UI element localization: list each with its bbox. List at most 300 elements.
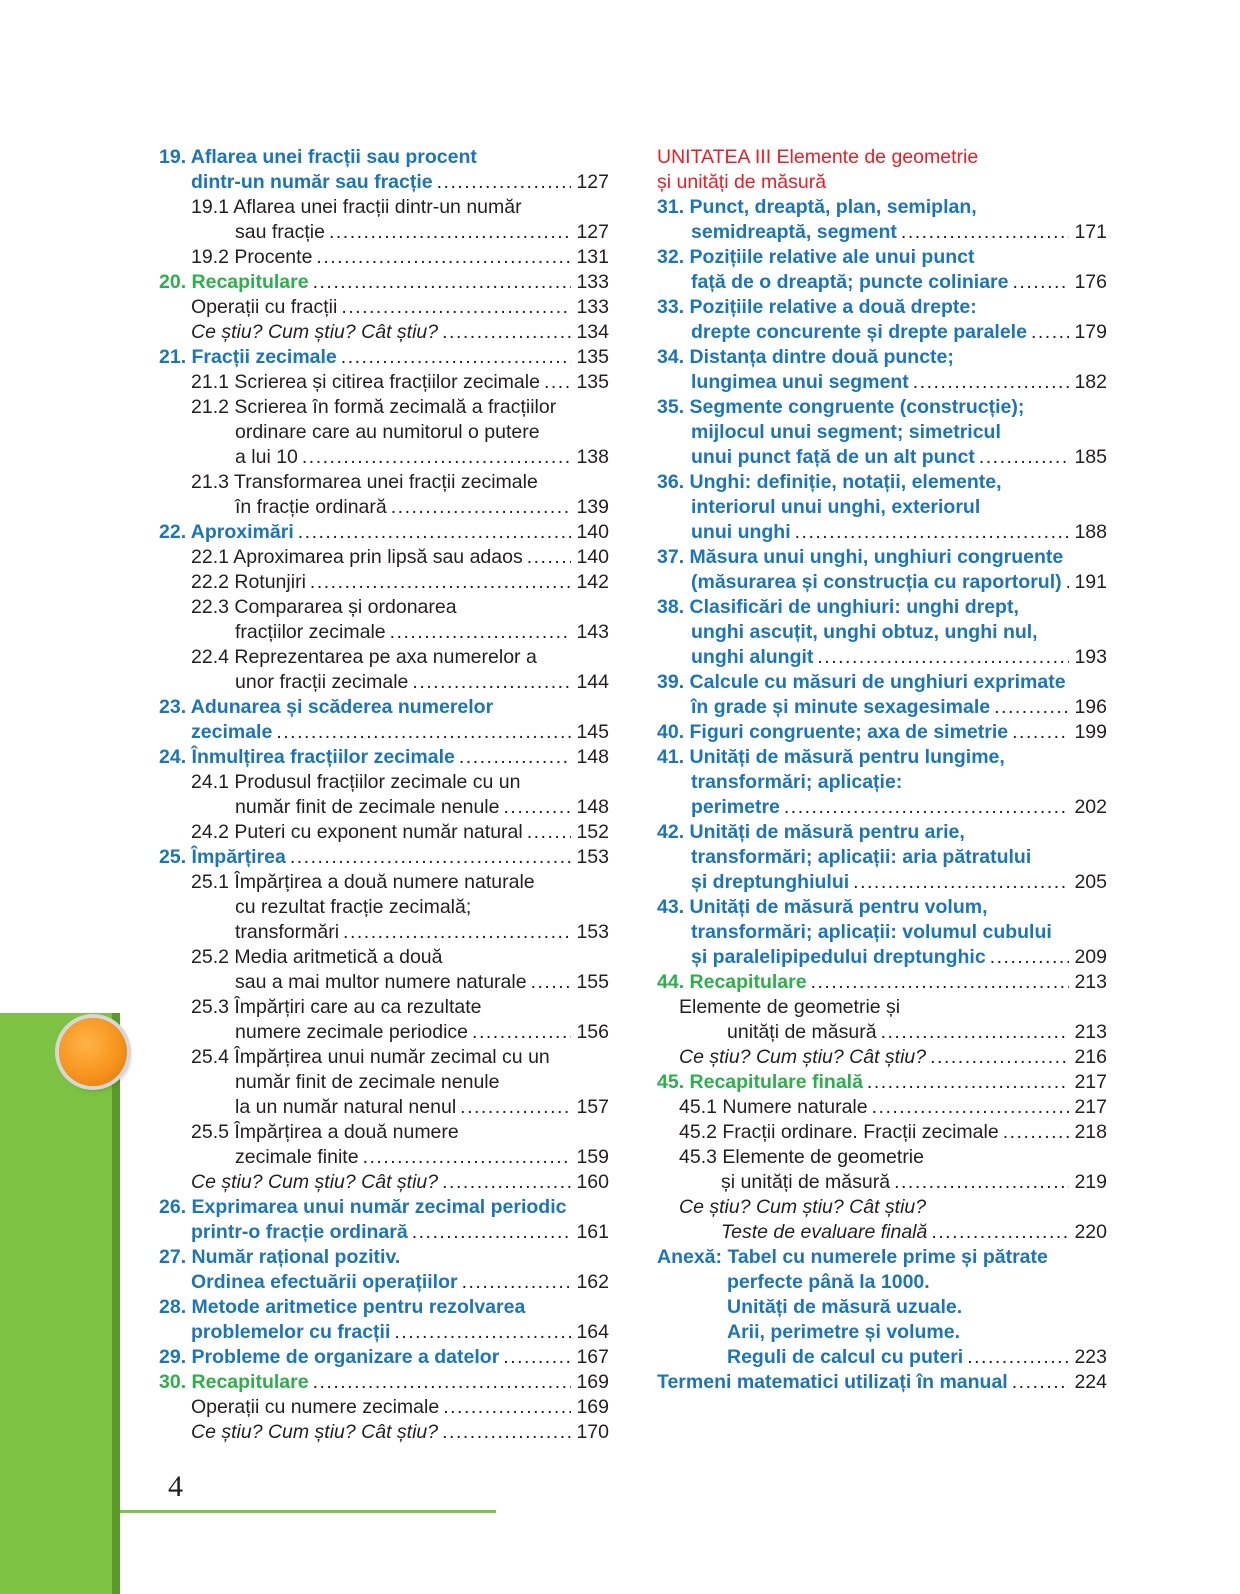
toc-entry-page: 223 xyxy=(1074,1346,1107,1368)
toc-entry xyxy=(657,995,1107,1020)
toc-entry-page: 153 xyxy=(576,921,609,943)
toc-entry xyxy=(657,1120,1107,1145)
toc-entry xyxy=(657,1345,1107,1370)
toc-entry xyxy=(159,1170,609,1195)
toc-dot-leader xyxy=(795,520,1069,545)
toc-entry-title: 25.4 Împărțirea unui număr zecimal cu un xyxy=(191,1046,550,1068)
toc-entry-title: Elemente de geometrie și xyxy=(679,996,901,1018)
toc-dot-leader xyxy=(994,695,1069,720)
toc-entry-title: 19.2 Procente xyxy=(191,246,313,268)
toc-entry-page: 209 xyxy=(1074,946,1107,968)
toc-entry-title: Ce știu? Cum știu? Cât știu? xyxy=(679,1196,927,1218)
toc-entry-title: perfecte până la 1000. xyxy=(727,1271,930,1293)
toc-entry xyxy=(657,345,1107,370)
toc-entry-title: la un număr natural nenul xyxy=(235,1096,457,1118)
toc-entry-title: sau fracție xyxy=(235,221,325,243)
toc-entry-page: 218 xyxy=(1074,1121,1107,1143)
toc-entry xyxy=(657,1195,1107,1220)
toc-entry xyxy=(657,820,1107,845)
toc-entry xyxy=(657,970,1107,995)
toc-entry-page: 191 xyxy=(1074,571,1107,593)
toc-dot-leader xyxy=(527,545,571,570)
toc-entry-title: 22. Aproximări xyxy=(159,521,294,543)
toc-dot-leader xyxy=(437,170,571,195)
toc-dot-leader xyxy=(1031,320,1069,345)
toc-entry-page: 213 xyxy=(1074,971,1107,993)
toc-left-column xyxy=(159,145,609,1445)
toc-entry-title: Ce știu? Cum știu? Cât știu? xyxy=(191,321,439,343)
toc-entry-title: și unități de măsură xyxy=(721,1171,891,1193)
toc-entry xyxy=(657,1270,1107,1295)
toc-entry xyxy=(159,1095,609,1120)
toc-entry xyxy=(159,895,609,920)
toc-dot-leader xyxy=(316,245,571,270)
toc-entry xyxy=(159,1270,609,1295)
toc-dot-leader xyxy=(298,520,571,545)
toc-dot-leader xyxy=(894,1170,1069,1195)
toc-entry-title: 22.3 Compararea și ordonarea xyxy=(191,596,457,618)
toc-dot-leader xyxy=(979,445,1069,470)
toc-entry xyxy=(657,620,1107,645)
toc-dot-leader xyxy=(394,1320,571,1345)
toc-entry xyxy=(657,1320,1107,1345)
toc-entry xyxy=(159,495,609,520)
toc-entry-page: 162 xyxy=(576,1271,609,1293)
toc-entry xyxy=(159,1195,609,1220)
toc-entry xyxy=(159,845,609,870)
toc-entry-page: 152 xyxy=(576,821,609,843)
toc-entry-title: 19.1 Aflarea unei fracții dintr-un număr xyxy=(191,196,522,218)
toc-entry xyxy=(657,920,1107,945)
toc-entry-page: 135 xyxy=(576,371,609,393)
toc-entry xyxy=(657,720,1107,745)
toc-entry xyxy=(159,745,609,770)
toc-entry-title: fracțiilor zecimale xyxy=(235,621,386,643)
toc-entry xyxy=(657,1145,1107,1170)
toc-entry xyxy=(159,1145,609,1170)
toc-entry xyxy=(159,770,609,795)
toc-entry-title: 28. Metode aritmetice pentru rezolvarea xyxy=(159,1296,526,1318)
toc-entry xyxy=(657,270,1107,295)
toc-entry-title: transformări; aplicații: aria pătratului xyxy=(691,846,1032,868)
toc-entry xyxy=(159,720,609,745)
toc-entry-title: 30. Recapitulare xyxy=(159,1371,309,1393)
toc-entry-page: 140 xyxy=(576,521,609,543)
toc-entry-title: 32. Pozițiile relative ale unui punct xyxy=(657,246,975,268)
toc-entry-title: 29. Probleme de organizare a datelor xyxy=(159,1346,500,1368)
toc-dot-leader xyxy=(443,1395,571,1420)
toc-entry-title: Operații cu fracții xyxy=(191,296,338,318)
toc-entry-page: 127 xyxy=(576,171,609,193)
toc-entry xyxy=(657,395,1107,420)
toc-entry-page: 169 xyxy=(576,1396,609,1418)
toc-entry-title: 24.1 Produsul fracțiilor zecimale cu un xyxy=(191,771,521,793)
toc-entry xyxy=(159,795,609,820)
toc-entry-title: numere zecimale periodice xyxy=(235,1021,469,1043)
toc-entry-page: 216 xyxy=(1074,1046,1107,1068)
toc-entry-title: 25. Împărțirea xyxy=(159,846,286,868)
toc-entry-title: transformări; aplicație: xyxy=(691,771,903,793)
toc-entry xyxy=(159,1345,609,1370)
toc-entry-page: 179 xyxy=(1074,321,1107,343)
toc-entry xyxy=(657,1070,1107,1095)
toc-entry xyxy=(159,645,609,670)
toc-entry-title: 25.5 Împărțirea a două numere xyxy=(191,1121,459,1143)
toc-entry-title: 21.1 Scrierea și citirea fracțiilor zecimale xyxy=(191,371,540,393)
toc-entry xyxy=(657,670,1107,695)
toc-entry-title: 41. Unități de măsură pentru lungime, xyxy=(657,746,1005,768)
toc-entry xyxy=(657,520,1107,545)
toc-entry xyxy=(657,420,1107,445)
toc-entry-title: lungimea unui segment xyxy=(691,371,909,393)
toc-entry xyxy=(159,1395,609,1420)
toc-entry xyxy=(657,870,1107,895)
toc-entry-title: Teste de evaluare finală xyxy=(721,1221,928,1243)
toc-entry xyxy=(159,245,609,270)
toc-entry-title: 35. Segmente congruente (construcție); xyxy=(657,396,1025,418)
toc-entry xyxy=(159,1295,609,1320)
toc-entry-page: 134 xyxy=(576,321,609,343)
toc-entry xyxy=(159,1020,609,1045)
toc-entry-page: 169 xyxy=(576,1371,609,1393)
toc-entry xyxy=(657,145,1107,170)
toc-entry xyxy=(657,370,1107,395)
toc-entry xyxy=(159,870,609,895)
toc-entry-title: unui punct față de un alt punct xyxy=(691,446,975,468)
toc-entry-page: 144 xyxy=(576,671,609,693)
toc-entry-title: număr finit de zecimale nenule xyxy=(235,1071,500,1093)
toc-entry xyxy=(657,1220,1107,1245)
toc-dot-leader xyxy=(459,745,571,770)
toc-entry-title: zecimale finite xyxy=(235,1146,359,1168)
toc-entry-page: 170 xyxy=(576,1421,609,1443)
toc-dot-leader xyxy=(363,1145,571,1170)
toc-entry-page: 213 xyxy=(1074,1021,1107,1043)
toc-entry-title: 19. Aflarea unei fracții sau procent xyxy=(159,146,477,168)
toc-entry-title: față de o dreaptă; puncte coliniare xyxy=(691,271,1009,293)
toc-entry xyxy=(159,1045,609,1070)
toc-entry-page: 224 xyxy=(1074,1371,1107,1393)
toc-entry xyxy=(159,570,609,595)
toc-entry-page: 171 xyxy=(1074,221,1107,243)
toc-entry xyxy=(657,895,1107,920)
toc-entry-page: 157 xyxy=(576,1096,609,1118)
toc-entry-title: 23. Adunarea și scăderea numerelor xyxy=(159,696,494,718)
toc-dot-leader xyxy=(442,1420,571,1445)
toc-entry xyxy=(657,295,1107,320)
toc-entry-title: Anexă: Tabel cu numerele prime și pătrate xyxy=(657,1246,1048,1268)
toc-dot-leader xyxy=(442,1170,571,1195)
toc-entry-title: 22.4 Reprezentarea pe axa numerelor a xyxy=(191,646,537,668)
toc-entry xyxy=(159,370,609,395)
toc-entry xyxy=(657,845,1107,870)
toc-entry-title: Arii, perimetre și volume. xyxy=(727,1321,961,1343)
toc-dot-leader xyxy=(853,870,1069,895)
toc-dot-leader xyxy=(1012,270,1069,295)
toc-dot-leader xyxy=(1012,1370,1069,1395)
toc-dot-leader xyxy=(930,1045,1069,1070)
toc-entry-title: Operații cu numere zecimale xyxy=(191,1396,440,1418)
toc-dot-leader xyxy=(784,795,1069,820)
toc-dot-leader xyxy=(872,1095,1069,1120)
toc-entry-title: și paralelipipedului dreptunghic xyxy=(691,946,986,968)
toc-dot-leader xyxy=(867,1070,1069,1095)
toc-dot-leader xyxy=(329,220,571,245)
toc-entry xyxy=(159,670,609,695)
toc-dot-leader xyxy=(817,645,1069,670)
toc-entry-title: dintr-un număr sau fracție xyxy=(191,171,433,193)
toc-entry xyxy=(159,1320,609,1345)
toc-entry xyxy=(159,595,609,620)
toc-dot-leader xyxy=(967,1345,1069,1370)
toc-dot-leader xyxy=(442,320,571,345)
toc-entry xyxy=(159,1070,609,1095)
toc-dot-leader xyxy=(302,445,571,470)
toc-entry xyxy=(159,695,609,720)
toc-entry-title: problemelor cu fracții xyxy=(191,1321,391,1343)
toc-entry-title: 45. Recapitulare finală xyxy=(657,1071,863,1093)
toc-entry-page: 185 xyxy=(1074,446,1107,468)
toc-entry-title: 40. Figuri congruente; axa de simetrie xyxy=(657,721,1009,743)
toc-entry xyxy=(159,1370,609,1395)
toc-entry-page: 196 xyxy=(1074,696,1107,718)
toc-entry-page: 133 xyxy=(576,271,609,293)
toc-entry-title: Termeni matematici utilizați în manual xyxy=(657,1371,1008,1393)
toc-dot-leader xyxy=(276,720,571,745)
toc-entry xyxy=(657,220,1107,245)
toc-entry-page: 164 xyxy=(576,1321,609,1343)
toc-entry-title: Ce știu? Cum știu? Cât știu? xyxy=(679,1046,927,1068)
toc-entry-title: sau a mai multor numere naturale xyxy=(235,971,527,993)
toc-entry xyxy=(159,1220,609,1245)
toc-entry-title: printr-o fracție ordinară xyxy=(191,1221,408,1243)
toc-entry-page: 133 xyxy=(576,296,609,318)
toc-entry-title: 20. Recapitulare xyxy=(159,271,309,293)
toc-entry-title: în grade și minute sexagesimale xyxy=(691,696,991,718)
toc-entry-page: 182 xyxy=(1074,371,1107,393)
toc-dot-leader xyxy=(343,920,571,945)
toc-entry-title: 42. Unități de măsură pentru arie, xyxy=(657,821,965,843)
toc-entry xyxy=(657,745,1107,770)
toc-entry xyxy=(657,595,1107,620)
toc-entry xyxy=(657,1295,1107,1320)
toc-dot-leader xyxy=(341,295,571,320)
toc-entry-title: 33. Pozițiile relative a două drepte: xyxy=(657,296,977,318)
toc-entry xyxy=(159,970,609,995)
toc-entry-title: unghi ascuțit, unghi obtuz, unghi nul, xyxy=(691,621,1038,643)
toc-entry-page: 202 xyxy=(1074,796,1107,818)
toc-entry xyxy=(159,145,609,170)
toc-entry-page: 188 xyxy=(1074,521,1107,543)
toc-entry-title: unități de măsură xyxy=(727,1021,877,1043)
toc-entry xyxy=(657,1045,1107,1070)
toc-entry-page: 143 xyxy=(576,621,609,643)
toc-entry xyxy=(159,995,609,1020)
toc-dot-leader xyxy=(290,845,571,870)
toc-entry-title: perimetre xyxy=(691,796,780,818)
toc-entry-title: 44. Recapitulare xyxy=(657,971,807,993)
toc-entry xyxy=(657,495,1107,520)
toc-dot-leader xyxy=(1066,570,1069,595)
toc-dot-leader xyxy=(531,970,571,995)
toc-dot-leader xyxy=(1012,720,1069,745)
toc-entry-page: 160 xyxy=(576,1171,609,1193)
toc-entry-title: transformări xyxy=(235,921,340,943)
toc-entry-page: 142 xyxy=(576,571,609,593)
toc-entry xyxy=(159,295,609,320)
toc-dot-leader xyxy=(310,570,571,595)
toc-entry-page: 167 xyxy=(576,1346,609,1368)
toc-dot-leader xyxy=(341,345,571,370)
toc-entry-title: 25.3 Împărțiri care au ca rezultate xyxy=(191,996,482,1018)
toc-entry-title: și dreptunghiului xyxy=(691,871,850,893)
toc-dot-leader xyxy=(460,1095,571,1120)
toc-entry xyxy=(159,1120,609,1145)
toc-dot-leader xyxy=(472,1020,571,1045)
toc-dot-leader xyxy=(544,370,571,395)
toc-entry-title: 39. Calcule cu măsuri de unghiuri exprimate xyxy=(657,671,1066,693)
toc-entry-page: 161 xyxy=(576,1221,609,1243)
toc-entry-title: 45.1 Numere naturale xyxy=(679,1096,868,1118)
toc-entry xyxy=(657,170,1107,195)
toc-entry-title: (măsurarea și construcția cu raportorul) xyxy=(691,571,1062,593)
toc-entry-title: 45.2 Fracții ordinare. Fracții zecimale xyxy=(679,1121,999,1143)
toc-entry-page: 219 xyxy=(1074,1171,1107,1193)
toc-entry xyxy=(657,645,1107,670)
toc-entry-title: unor fracții zecimale xyxy=(235,671,409,693)
toc-entry-title: 22.1 Aproximarea prin lipsă sau adaos xyxy=(191,546,523,568)
page-number: 4 xyxy=(168,1470,183,1503)
toc-entry-title: 25.2 Media aritmetică a două xyxy=(191,946,443,968)
toc-dot-leader xyxy=(990,945,1069,970)
footer-rule xyxy=(120,1510,496,1513)
toc-entry xyxy=(657,1020,1107,1045)
toc-entry-title: Ordinea efectuării operațiilor xyxy=(191,1271,458,1293)
toc-dot-leader xyxy=(503,1345,571,1370)
toc-entry xyxy=(159,345,609,370)
toc-entry xyxy=(159,420,609,445)
toc-entry-title: 34. Distanța dintre două puncte; xyxy=(657,346,954,368)
toc-entry-title: transformări; aplicații: volumul cubului xyxy=(691,921,1052,943)
toc-dot-leader xyxy=(412,670,571,695)
toc-entry-page: 140 xyxy=(576,546,609,568)
toc-entry-title: zecimale xyxy=(191,721,273,743)
toc-entry-title: unui unghi xyxy=(691,521,791,543)
toc-entry xyxy=(159,270,609,295)
toc-entry-title: Unități de măsură uzuale. xyxy=(727,1296,963,1318)
toc-entry xyxy=(657,470,1107,495)
toc-entry-title: 38. Clasificări de unghiuri: unghi drept, xyxy=(657,596,1019,618)
toc-right-column xyxy=(657,145,1107,1395)
toc-entry-title: 31. Punct, dreaptă, plan, semiplan, xyxy=(657,196,977,218)
toc-entry-title: unghi alungit xyxy=(691,646,814,668)
toc-dot-leader xyxy=(901,220,1069,245)
toc-entry-title: în fracție ordinară xyxy=(235,496,387,518)
toc-entry-title: Ce știu? Cum știu? Cât știu? xyxy=(191,1421,439,1443)
toc-entry xyxy=(159,445,609,470)
toc-entry xyxy=(657,320,1107,345)
toc-entry xyxy=(159,195,609,220)
toc-entry-title: interiorul unui unghi, exteriorul xyxy=(691,496,981,518)
toc-entry-title: drepte concurente și drepte paralele xyxy=(691,321,1027,343)
toc-entry-page: 217 xyxy=(1074,1071,1107,1093)
toc-dot-leader xyxy=(462,1270,571,1295)
toc-entry-title: mijlocul unui segment; simetricul xyxy=(691,421,1001,443)
toc-entry-page: 193 xyxy=(1074,646,1107,668)
toc-entry-title: cu rezultat fracție zecimală; xyxy=(235,896,472,918)
toc-entry-title: ordinare care au numitorul o putere xyxy=(235,421,540,443)
toc-dot-leader xyxy=(503,795,571,820)
toc-dot-leader xyxy=(527,820,571,845)
toc-dot-leader xyxy=(881,1020,1069,1045)
toc-entry-title: 36. Unghi: definiție, notații, elemente, xyxy=(657,471,1002,493)
toc-entry xyxy=(159,920,609,945)
toc-dot-leader xyxy=(412,1220,571,1245)
toc-entry-title: număr finit de zecimale nenule xyxy=(235,796,500,818)
toc-entry xyxy=(657,1245,1107,1270)
toc-entry xyxy=(657,195,1107,220)
toc-entry-page: 176 xyxy=(1074,271,1107,293)
toc-entry-page: 217 xyxy=(1074,1096,1107,1118)
toc-entry-title: a lui 10 xyxy=(235,446,298,468)
toc-entry-page: 159 xyxy=(576,1146,609,1168)
toc-entry xyxy=(159,620,609,645)
toc-entry xyxy=(159,520,609,545)
toc-entry xyxy=(159,320,609,345)
toc-entry xyxy=(159,395,609,420)
toc-dot-leader xyxy=(313,1370,571,1395)
toc-entry xyxy=(657,770,1107,795)
toc-entry-page: 148 xyxy=(576,746,609,768)
decorative-green-bar xyxy=(0,1013,120,1594)
toc-entry xyxy=(657,795,1107,820)
toc-entry-page: 155 xyxy=(576,971,609,993)
toc-entry-title: 25.1 Împărțirea a două numere naturale xyxy=(191,871,535,893)
toc-entry-title: 27. Număr rațional pozitiv. xyxy=(159,1246,401,1268)
toc-entry-page: 131 xyxy=(576,246,609,268)
toc-entry xyxy=(657,695,1107,720)
toc-entry xyxy=(159,470,609,495)
toc-entry-page: 127 xyxy=(576,221,609,243)
toc-entry xyxy=(657,545,1107,570)
toc-entry xyxy=(159,945,609,970)
toc-entry xyxy=(159,820,609,845)
toc-entry-title: 24. Înmulțirea fracțiilor zecimale xyxy=(159,746,455,768)
toc-entry-page: 199 xyxy=(1074,721,1107,743)
toc-entry-title: și unități de măsură xyxy=(657,171,827,193)
toc-entry xyxy=(159,220,609,245)
decorative-green-bar-edge xyxy=(112,1013,120,1594)
toc-entry-title: 22.2 Rotunjiri xyxy=(191,571,306,593)
toc-entry xyxy=(159,170,609,195)
toc-entry-title: 24.2 Puteri cu exponent număr natural xyxy=(191,821,523,843)
toc-entry-title: 26. Exprimarea unui număr zecimal periodic xyxy=(159,1196,567,1218)
toc-dot-leader xyxy=(391,495,571,520)
toc-dot-leader xyxy=(931,1220,1069,1245)
toc-entry xyxy=(657,945,1107,970)
toc-entry xyxy=(159,1245,609,1270)
toc-entry-title: semidreaptă, segment xyxy=(691,221,897,243)
toc-entry-page: 148 xyxy=(576,796,609,818)
toc-entry-page: 145 xyxy=(576,721,609,743)
toc-entry-page: 153 xyxy=(576,846,609,868)
toc-entry-title: 21.3 Transformarea unei fracții zecimale xyxy=(191,471,538,493)
toc-entry xyxy=(657,245,1107,270)
toc-entry-title: Reguli de calcul cu puteri xyxy=(727,1346,964,1368)
toc-entry-title: 21. Fracții zecimale xyxy=(159,346,337,368)
toc-dot-leader xyxy=(313,270,571,295)
toc-entry-title: UNITATEA III Elemente de geometrie xyxy=(657,146,979,168)
